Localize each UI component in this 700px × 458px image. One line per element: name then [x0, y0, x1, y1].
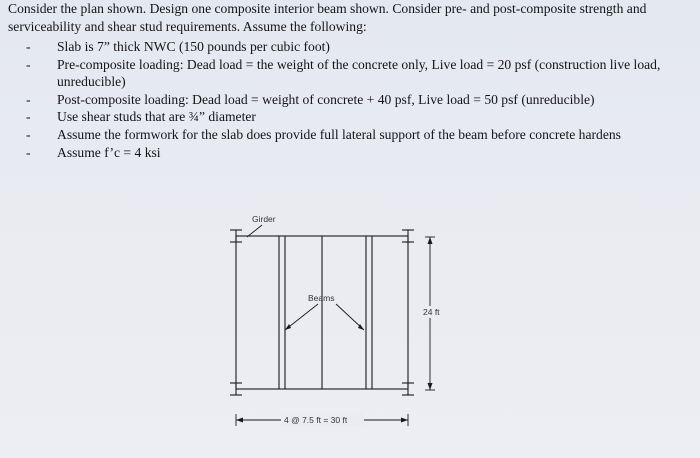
arrowhead [401, 418, 408, 423]
assumption-text: Assume f’c = 4 ksi [57, 144, 161, 160]
arrowhead [428, 383, 433, 390]
problem-intro: Consider the plan shown. Design one composite interior beam shown. Consider pre- and post-composite strength and serviceability and shear stud requirements. Assume the following: [8, 1, 647, 34]
bullet-dash: - [26, 56, 31, 72]
assumption-text: Post-composite loading: Dead load = weight of concrete + 40 psf, Live load = 50 psf (unreducible) [57, 91, 595, 107]
assumption-text: Slab is 7” thick NWC (150 pounds per cubic foot) [57, 39, 330, 54]
girder-leader [247, 225, 262, 237]
bullet-dash: - [26, 39, 31, 54]
beams-label: Beams [308, 293, 335, 303]
bullet-dash: - [26, 91, 31, 107]
arrowhead [428, 237, 433, 244]
bullet-dash: - [26, 144, 31, 160]
bullet-dash: - [26, 126, 31, 142]
height-dimension-label: 24 ft [423, 307, 440, 317]
width-dimension-label: 4 @ 7.5 ft = 30 ft [284, 415, 348, 425]
arrowhead [285, 324, 291, 330]
assumption-text: Assume the formwork for the slab does provide full lateral support of the beam before concrete hardens [57, 126, 621, 142]
bullet-dash: - [26, 109, 31, 125]
assumption-text: Use shear studs that are ¾” diameter [57, 109, 256, 125]
assumption-text: Pre-composite loading: Dead load = the weight of the concrete only, Live load = 20 psf (construction live load, unreducible) [57, 56, 661, 90]
girder-label: Girder [252, 214, 276, 224]
arrowhead [236, 418, 243, 423]
